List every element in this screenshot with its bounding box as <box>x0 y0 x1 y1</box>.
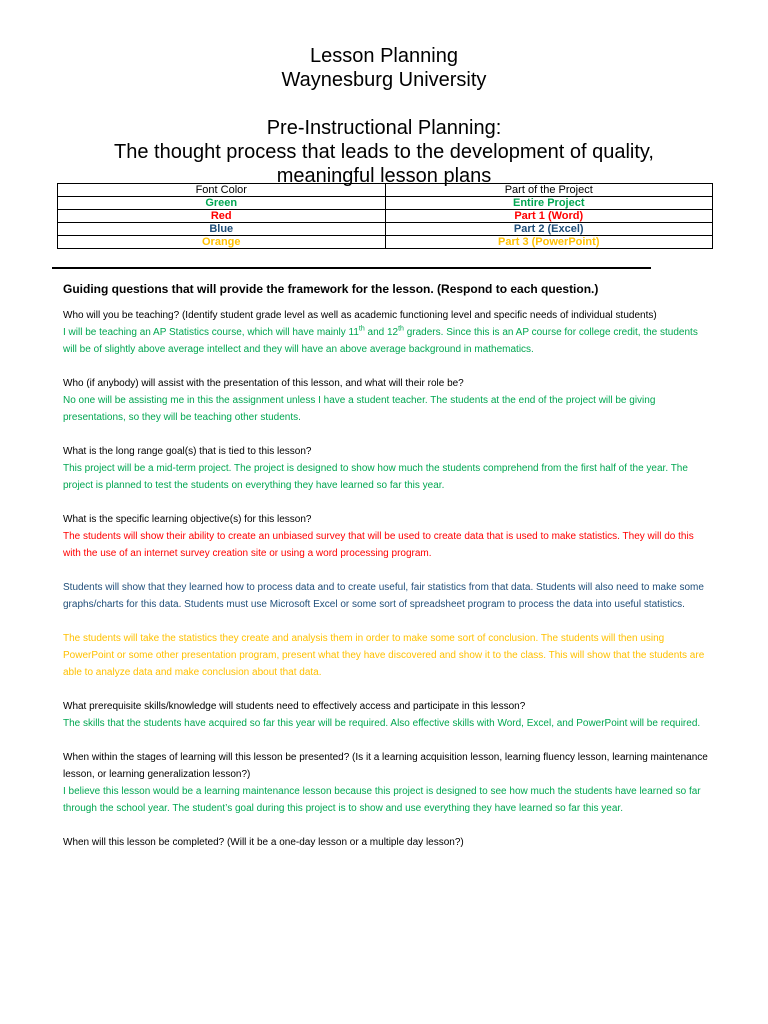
question-long-range-goal: What is the long range goal(s) that is tied to this lesson? <box>63 446 312 457</box>
horizontal-divider <box>52 267 651 269</box>
legend-row <box>58 210 713 223</box>
title-lesson-planning: Lesson Planning <box>310 45 458 67</box>
legend-part: Part 3 (PowerPoint) <box>385 236 713 249</box>
legend-color-name: Blue <box>58 223 386 236</box>
title-pre-instructional: Pre-Instructional Planning: <box>266 117 502 139</box>
legend-color-name: Green <box>58 197 386 210</box>
legend-header-row <box>58 184 713 197</box>
legend-row <box>58 223 713 236</box>
question-who-assists: Who (if anybody) will assist with the presentation of this lesson, and what will their role be? <box>63 378 464 389</box>
question-prerequisite-skills: What prerequisite skills/knowledge will students need to effectively access and participate in this lesson? <box>63 701 526 712</box>
questions-section <box>63 281 713 851</box>
title-university: Waynesburg University <box>281 69 487 91</box>
answer-prerequisite-skills: The skills that the students have acquired so far this year will be required. Also effective skills with Word, Excel, and PowerPoint will be required. <box>63 718 701 729</box>
legend-part: Part 2 (Excel) <box>385 223 713 236</box>
legend-color-name: Orange <box>58 236 386 249</box>
legend-part: Part 1 (Word) <box>385 210 713 223</box>
legend-row <box>58 236 713 249</box>
legend-header-font-color: Font Color <box>58 184 386 197</box>
question-lesson-completion: When will this lesson be completed? (Will it be a one-day lesson or a multiple day lesson?) <box>63 837 464 848</box>
legend-color-name: Red <box>58 210 386 223</box>
title-block <box>0 44 768 188</box>
question-learning-objective: What is the specific learning objective(s) for this lesson? <box>63 514 312 525</box>
legend-part: Entire Project <box>385 197 713 210</box>
font-color-legend-table <box>57 183 713 249</box>
answer-stages-of-learning: I believe this lesson would be a learning maintenance lesson because this project is designed to see how much the students have learned so far through the school year. The student’s goal during this project is to show and use everything they have learned so far this year. <box>63 786 701 814</box>
title-meaningful: meaningful lesson plans <box>276 165 492 187</box>
answer-objective-powerpoint: The students will take the statistics they create and analysis them in order to make some sort of conclusion. The students will then using PowerPoint or some other presentation program, present what they have discovered and show it to the class. This will show that the students are able to analyze data and make conclusion about that data. <box>63 633 705 678</box>
question-stages-of-learning: When within the stages of learning will this lesson be presented? (Is it a learning acquisition lesson, learning fluency lesson, learning maintenance lesson, or learning generalization lesson?) <box>63 752 708 780</box>
title-thought-process: The thought process that leads to the development of quality, <box>114 141 654 163</box>
answer-who-assists: No one will be assisting me in this the assignment unless I have a student teacher. The students at the end of the project will be giving presentations, so they will be teaching other students. <box>63 395 656 423</box>
question-who-teaching: Who will you be teaching? (Identify student grade level as well as academic functioning level and specific needs of individual students) <box>63 310 657 321</box>
legend-header-part: Part of the Project <box>385 184 713 197</box>
answer-objective-word: The students will show their ability to create an unbiased survey that will be used to create data that is used to make statistics. They will do this with the use of an internet survey creation site or using a word processing program. <box>63 531 694 559</box>
answer-who-teaching: I will be teaching an AP Statistics course, which will have mainly 11th and 12th graders. Since this is an AP course for college credit, the students will be of slightly above average intellect and they will have an above average background in mathematics. <box>63 325 698 355</box>
guiding-questions-heading: Guiding questions that will provide the framework for the lesson. (Respond to each question.) <box>63 282 599 296</box>
answer-long-range-goal: This project will be a mid-term project. The project is designed to show how much the students comprehend from the first half of the year. The project is planned to test the students on everything they have learned so far this year. <box>63 463 688 491</box>
legend-row <box>58 197 713 210</box>
answer-objective-excel: Students will show that they learned how to process data and to create useful, fair statistics from that data. Students will also need to make some graphs/charts for this data. Students must use Microsoft Excel or some sort of spreadsheet program to process the data into useful statistics. <box>63 582 704 610</box>
